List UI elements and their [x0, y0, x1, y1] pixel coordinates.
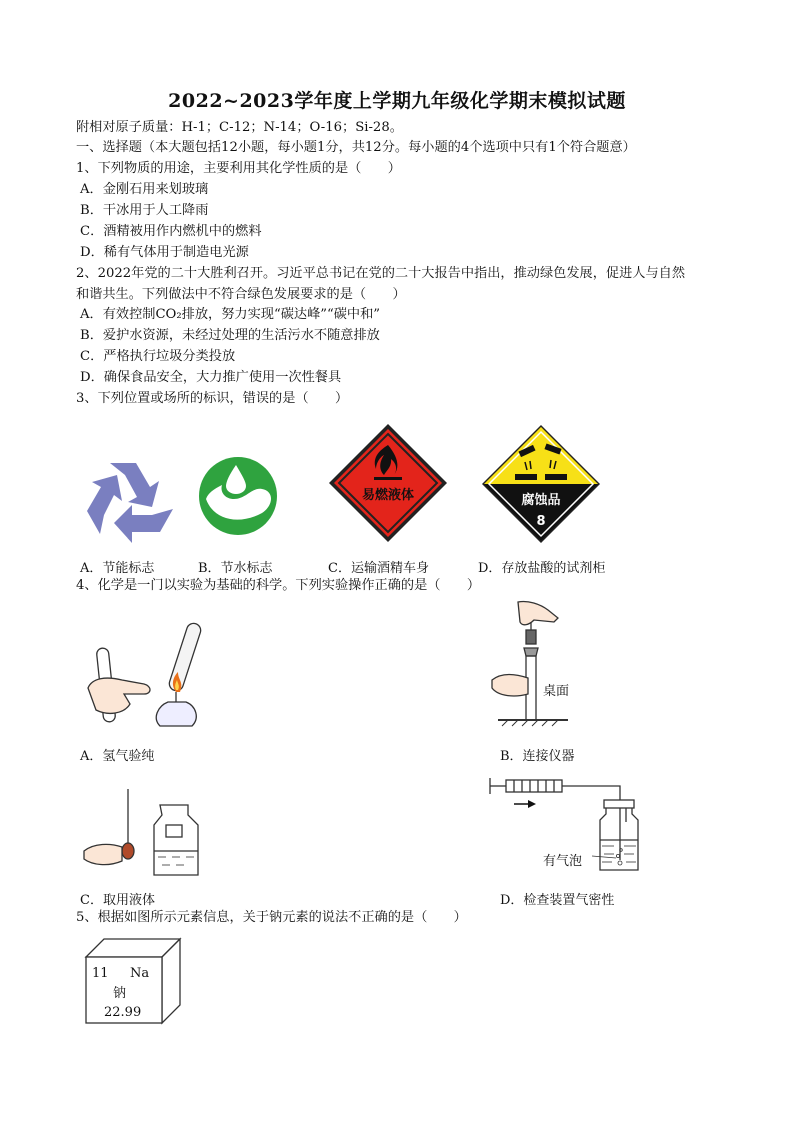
- q3-caption-a: A．节能标志: [80, 561, 155, 576]
- desk-label: 桌面: [543, 684, 570, 699]
- q1-option-d: D．稀有气体用于制造电光源: [80, 245, 249, 260]
- q3-caption-d: D．存放盐酸的试剂柜: [478, 561, 606, 576]
- q4-caption-b: B．连接仪器: [500, 749, 575, 764]
- section-heading: 一、选择题（本大题包括12小题，每小题1分，共12分。每小题的4个选项中只有1个符合题意）: [76, 140, 636, 155]
- connect-apparatus-figure: [488, 600, 608, 735]
- element-symbol: Na: [130, 966, 150, 981]
- water-saving-icon: [196, 455, 282, 541]
- flammable-liquid-sign: [328, 423, 448, 543]
- element-name: 钠: [113, 986, 127, 1001]
- hydrogen-purity-test-figure: [82, 618, 212, 730]
- corrosive-sign: [481, 424, 601, 544]
- q2-option-c: C．严格执行垃圾分类投放: [80, 349, 236, 364]
- corrosive-sign-number: 8: [536, 514, 546, 529]
- q2-option-a: A．有效控制CO₂排放，努力实现“碳达峰”“碳中和”: [80, 307, 381, 322]
- corrosive-sign-text: 腐蚀品: [521, 493, 561, 508]
- q5-stem: 5、根据如图所示元素信息，关于钠元素的说法不正确的是（ ）: [76, 910, 467, 925]
- q4-stem: 4、化学是一门以实验为基础的科学。下列实验操作正确的是（ ）: [76, 578, 481, 593]
- atomic-masses: 附相对原子质量：H-1；C-12；N-14；O-16；Si-28。: [76, 120, 403, 135]
- q4-caption-c: C．取用液体: [80, 893, 155, 908]
- q3-stem: 3、下列位置或场所的标识，错误的是（ ）: [76, 391, 349, 406]
- flammable-sign-text: 易燃液体: [361, 488, 415, 503]
- q3-caption-b: B．节水标志: [198, 561, 273, 576]
- q2-option-d: D．确保食品安全，大力推广使用一次性餐具: [80, 370, 342, 385]
- q1-option-b: B．干冰用于人工降雨: [80, 203, 209, 218]
- q4-caption-a: A．氢气验纯: [80, 749, 155, 764]
- atomic-number: 11: [92, 966, 109, 981]
- q3-caption-c: C．运输酒精车身: [328, 561, 429, 576]
- page-title: 2022~2023学年度上学期九年级化学期末模拟试题: [168, 90, 626, 112]
- q1-stem: 1、下列物质的用途，主要利用其化学性质的是（ ）: [76, 161, 401, 176]
- q2-stem-line2: 和谐共生。下列做法中不符合绿色发展要求的是（ ）: [76, 287, 406, 302]
- recycle-icon: [80, 455, 180, 545]
- q1-option-a: A．金刚石用来划玻璃: [80, 182, 209, 197]
- atomic-mass: 22.99: [104, 1005, 142, 1020]
- element-card-sodium: [84, 937, 182, 1025]
- q2-stem-line1: 2、2022年党的二十大胜利召开。习近平总书记在党的二十大报告中指出，推动绿色发展，促进人与自然: [76, 266, 686, 281]
- take-liquid-figure: [82, 785, 202, 880]
- q2-option-b: B．爱护水资源，未经过处理的生活污水不随意排放: [80, 328, 380, 343]
- bubbles-label: 有气泡: [543, 854, 583, 869]
- q4-caption-d: D．检查装置气密性: [500, 893, 615, 908]
- q1-option-c: C．酒精被用作内燃机中的燃料: [80, 224, 262, 239]
